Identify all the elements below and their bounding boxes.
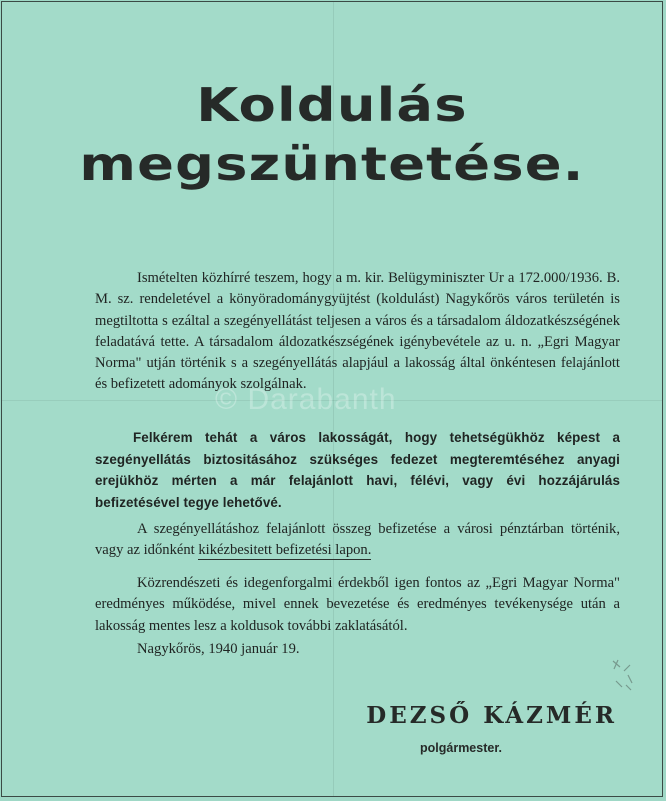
paragraph-importance: Közrendészeti és idegenforgalmi érdekből igen fontos az „Egri Magyar Norma" eredményes működése, mivel ennek bevezetése és eredményes tevékenysége után a lakosság mentes lesz a koldusok további zaklatásától. [95, 575, 620, 634]
paragraph-request: Felkérem tehát a város lakosságát, hogy tehetségükhöz képest a szegényellátás biztositásához szükséges fedezet megteremtéséhez anyagi erejükhöz mérten a már felajánlott havi, félévi, vagy évi hozzájárulás befizetésével tegye lehetővé. [95, 430, 620, 510]
paragraph-announcement: Ismételten közhírré teszem, hogy a m. kir. Belügyminiszter Ur a 172.000/1936. B. M. sz. rendeletével a könyöradománygyüjtést (koldulást) Nagykőrös város területén is megtiltotta s ezáltal a szegényellátást teljesen a város és a társadalom áldozatkészségének feladatává tette. A társadalom áldozatkészségének igénybevétele az u. n. „Egri Magyar Norma" utján történik s a szegényellátás alapjául a lakosság által önkéntesen felajánlott és befizetett adományok szolgálnak. [95, 270, 620, 393]
poster-title-line-2: megszüntetése. [79, 137, 585, 191]
paragraph-payment [95, 519, 620, 562]
payment-text: A szegényellátáshoz felajánlott összeg befizetése a városi pénztárban történik, vagy az időnként [95, 521, 620, 559]
poster-title-line-1: Koldulás [196, 78, 468, 132]
signature-name: DEZSŐ KÁZMÉR [366, 702, 617, 729]
watermark: © Darabanth [215, 383, 397, 416]
date-line: Nagykőrös, 1940 január 19. [137, 641, 300, 657]
payment-slip-text: kikézbesitett befizetési lapon. [198, 542, 372, 559]
signature-title: polgármester. [420, 741, 502, 755]
ink-mark [610, 657, 636, 693]
poster-sheet [1, 1, 663, 797]
